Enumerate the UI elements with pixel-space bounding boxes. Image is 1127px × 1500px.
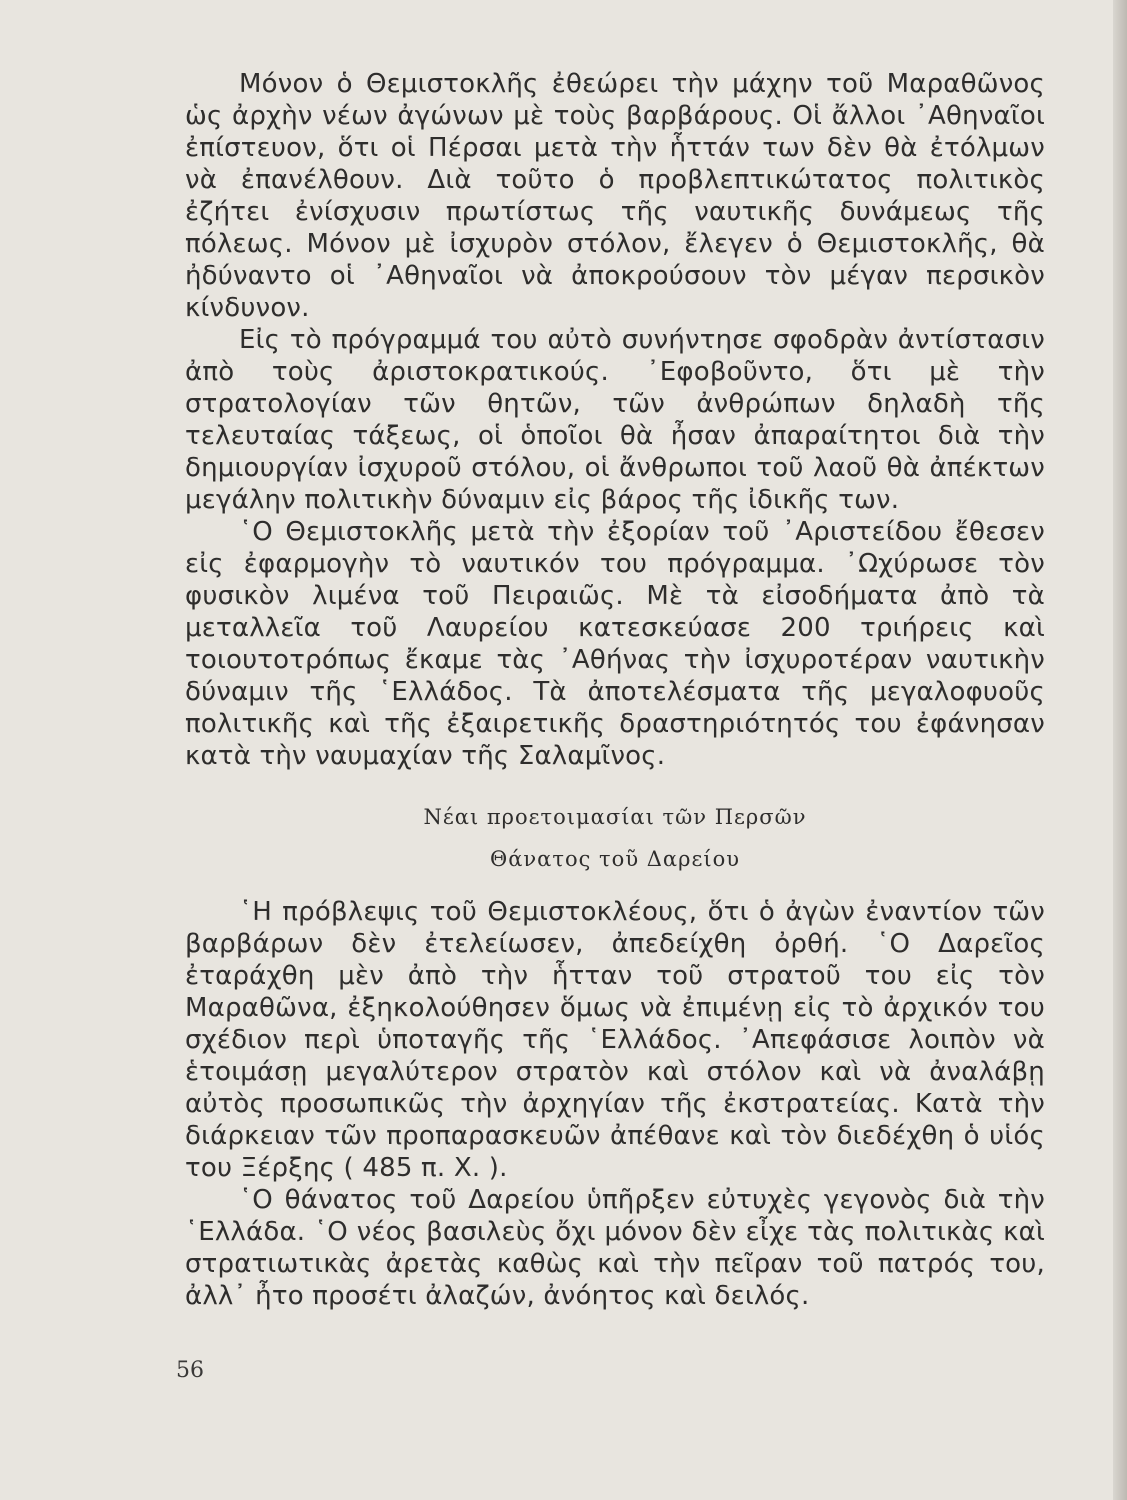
page-edge xyxy=(1113,0,1127,1500)
paragraph-death-of-darius: ῾Ο θάνατος τοῦ Δαρείου ὑπῆρξεν εὐτυχὲς γεγονὸς διὰ τὴν ῾Ελλάδα. ῾Ο νέος βασιλεὺς ὄχι μόνον δὲν εἶχε τὰς πολιτικὰς καὶ στρατιωτικὰς ἀρετὰς καθὼς καὶ τὴν πεῖραν τοῦ πατρός του, ἀλλ᾽ ἦτο προσέτι ἀλαζών, ἀνόητος καὶ δειλός. xyxy=(185,1185,1045,1311)
paragraph-darius-preparations: ῾Η πρόβλεψις τοῦ Θεμιστοκλέους, ὅτι ὁ ἀγὼν ἐναντίον τῶν βαρβάρων δὲν ἐτελείωσεν, ἀπεδείχθη ὀρθή. ῾Ο Δαρεῖος ἐταράχθη μὲν ἀπὸ τὴν ἧτταν τοῦ στρατοῦ του εἰς τὸν Μαραθῶνα, ἐξηκολούθησεν ὅμως νὰ ἐπιμένῃ εἰς τὸ ἀρχικόν του σχέδιον περὶ ὑποταγῆς τῆς ῾Ελλάδος. ᾿Απεφάσισε λοιπὸν νὰ ἑτοιμάσῃ μεγαλύτερον στρατὸν καὶ στόλον καὶ νὰ ἀναλάβῃ αὐτὸς προσωπικῶς τὴν ἀρχηγίαν τῆς ἐκστρατείας. Κατὰ τὴν διάρκειαν τῶν προπαρασκευῶν ἀπέθανε καὶ τὸν διεδέχθη ὁ υἱός του Ξέρξης ( 485 π. Χ. ). xyxy=(185,897,1045,1183)
page-body xyxy=(185,68,1045,1312)
section-heading xyxy=(185,802,1045,874)
page-number: 56 xyxy=(176,1358,204,1383)
section-title: Νέαι προετοιμασίαι τῶν Περσῶν xyxy=(423,805,807,829)
paragraph-aristocratic-opposition: Εἰς τὸ πρόγραμμά του αὐτὸ συνήντησε σφοδρὰν ἀντίστασιν ἀπὸ τοὺς ἀριστοκρατικούς. ᾿Εφοβοῦντο, ὅτι μὲ τὴν στρατολογίαν τῶν θητῶν, τῶν ἀνθρώπων δηλαδὴ τῆς τελευταίας τάξεως, οἱ ὁποῖοι θὰ ἦσαν ἀπαραίτητοι διὰ τὴν δημιουργίαν ἰσχυροῦ στόλου, οἱ ἄνθρωποι τοῦ λαοῦ θὰ ἀπέκτων μεγάλην πολιτικὴν δύναμιν εἰς βάρος τῆς ἰδικῆς των. xyxy=(185,325,1045,515)
paragraph-themistocles-marathon: Μόνον ὁ Θεμιστοκλῆς ἐθεώρει τὴν μάχην τοῦ Μαραθῶνος ὡς ἀρχὴν νέων ἀγώνων μὲ τοὺς βαρβάρους. Οἱ ἄλλοι ᾿Αθηναῖοι ἐπίστευον, ὅτι οἱ Πέρσαι μετὰ τὴν ἧττάν των δὲν θὰ ἐτόλμων νὰ ἐπανέλθουν. Διὰ τοῦτο ὁ προβλεπτικώτατος πολιτικὸς ἐζήτει ἐνίσχυσιν πρωτίστως τῆς ναυτικῆς δυνάμεως τῆς πόλεως. Μόνον μὲ ἰσχυρὸν στόλον, ἔλεγεν ὁ Θεμιστοκλῆς, θὰ ἠδύναντο οἱ ᾿Αθηναῖοι νὰ ἀποκρούσουν τὸν μέγαν περσικὸν κίνδυνον. xyxy=(185,69,1045,323)
section-subtitle: Θάνατος τοῦ Δαρείου xyxy=(490,847,740,871)
paragraph-naval-program: ῾Ο Θεμιστοκλῆς μετὰ τὴν ἐξορίαν τοῦ ᾿Αριστείδου ἔθεσεν εἰς ἐφαρμογὴν τὸ ναυτικόν του πρόγραμμα. ᾿Ωχύρωσε τὸν φυσικὸν λιμένα τοῦ Πειραιῶς. Μὲ τὰ εἰσοδήματα ἀπὸ τὰ μεταλλεῖα τοῦ Λαυρείου κατεσκεύασε 200 τριήρεις καὶ τοιουτοτρόπως ἔκαμε τὰς ᾿Αθήνας τὴν ἰσχυροτέραν ναυτικὴν δύναμιν τῆς ῾Ελλάδος. Τὰ ἀποτελέσματα τῆς μεγαλοφυοῦς πολιτικῆς καὶ τῆς ἐξαιρετικῆς δραστηριότητός του ἐφάνησαν κατὰ τὴν ναυμαχίαν τῆς Σαλαμῖνος. xyxy=(185,517,1045,771)
